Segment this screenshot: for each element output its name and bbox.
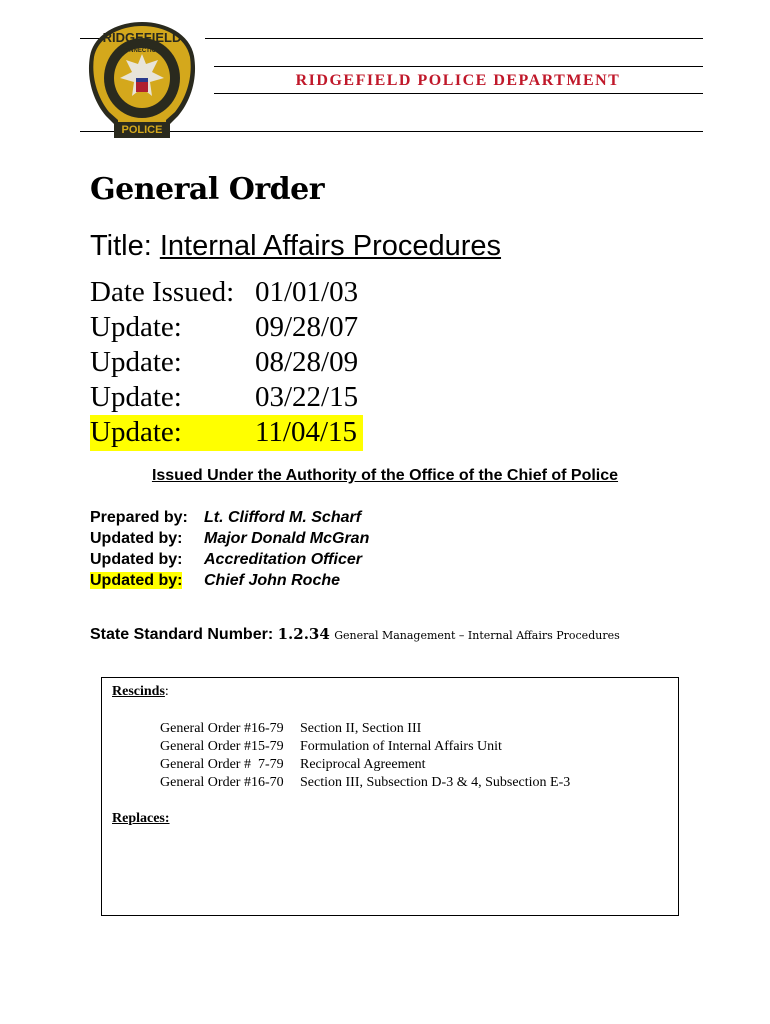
rescinds-colon: :: [164, 684, 169, 699]
person-name: Accreditation Officer: [204, 551, 362, 568]
date-label: Date Issued:: [90, 276, 235, 308]
badge-text-bottom: POLICE: [121, 124, 163, 136]
order-number: General Order #16-70: [160, 775, 284, 790]
rescinds-label: Rescinds: [112, 684, 165, 699]
order-section: Section III, Subsection D-3 & 4, Subsection E-3: [300, 775, 571, 790]
person-label: Updated by:: [90, 572, 183, 589]
date-value: 09/28/07: [255, 311, 359, 343]
order-number: General Order # 7-79: [160, 757, 284, 772]
person-label: Prepared by:: [90, 509, 188, 526]
authority-statement: Issued Under the Authority of the Office of the Chief of Police: [151, 467, 619, 484]
rescinded-order-row: [160, 774, 571, 792]
order-section: Reciprocal Agreement: [300, 757, 426, 772]
rescinds-heading: [112, 684, 169, 700]
rescinded-order-row: [160, 738, 502, 756]
updated-by-row-highlighted: [90, 570, 341, 591]
date-value: 01/01/03: [255, 276, 359, 308]
state-standard-description: General Management – Internal Affairs Procedures: [334, 629, 620, 642]
state-standard-number: 1.2.34: [277, 625, 330, 643]
rescinded-order-row: [160, 720, 422, 738]
state-standard-line: [90, 625, 620, 644]
rescinded-order-row: [160, 756, 426, 774]
date-value: 03/22/15: [255, 381, 359, 413]
general-order-heading: General Order: [90, 172, 324, 207]
order-section: Section II, Section III: [300, 721, 422, 736]
state-standard-label: State Standard Number: [90, 626, 268, 643]
replaces-heading: Replaces:: [112, 811, 170, 826]
date-label: Update:: [90, 416, 182, 448]
header-rule-lower: [214, 93, 703, 94]
date-value: 08/28/09: [255, 346, 359, 378]
order-number: General Order #16-79: [160, 721, 284, 736]
state-standard-colon: :: [267, 626, 278, 643]
date-label: Update:: [90, 381, 182, 413]
person-label: Updated by:: [90, 551, 183, 568]
person-name: Chief John Roche: [204, 572, 341, 589]
order-section: Formulation of Internal Affairs Unit: [300, 739, 502, 754]
updated-by-row: [90, 549, 362, 570]
order-number: General Order #15-79: [160, 739, 284, 754]
document-title: [90, 230, 501, 263]
date-value: 11/04/15: [255, 416, 358, 448]
title-prefix: Title:: [90, 230, 160, 262]
badge-text-top: RIDGEFIELD: [102, 30, 182, 45]
person-name: Lt. Clifford M. Scharf: [204, 509, 362, 526]
header-rule-upper: [214, 66, 703, 67]
prepared-by-row: [90, 507, 362, 528]
header-rule-top-right: [205, 38, 703, 39]
date-label: Update:: [90, 311, 182, 343]
department-name: RIDGEFIELD POLICE DEPARTMENT: [295, 72, 621, 89]
person-name: Major Donald McGran: [204, 530, 370, 547]
date-label: Update:: [90, 346, 182, 378]
police-badge-logo: [86, 20, 198, 144]
badge-text-mid: CONNECTICUT: [120, 48, 164, 54]
title-text: Internal Affairs Procedures: [159, 230, 502, 262]
updated-by-row: [90, 528, 370, 549]
rescinds-replaces-box: [101, 677, 679, 916]
person-label: Updated by:: [90, 530, 183, 547]
